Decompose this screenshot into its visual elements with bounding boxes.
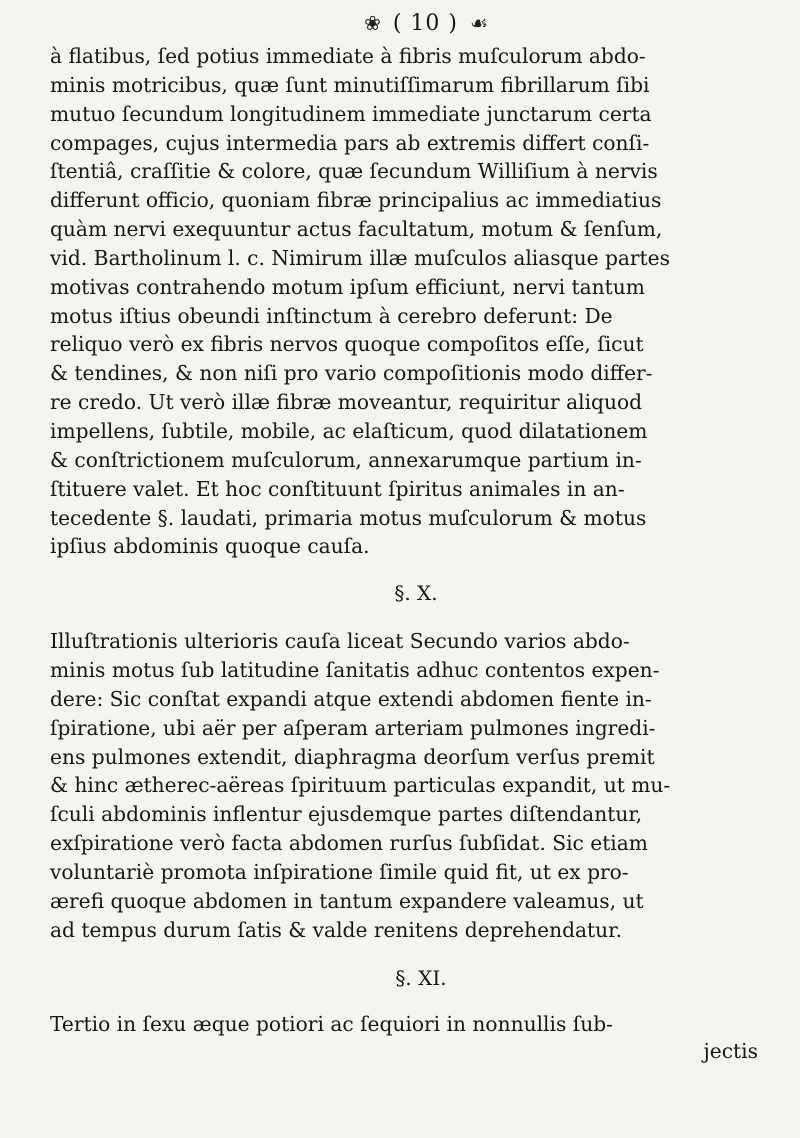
catchword: jectis <box>703 1039 758 1064</box>
paragraph-3: Tertio in ſexu æque potiori ac ſequiori in nonnullis ſub- <box>50 1012 613 1037</box>
page-number: ( 10 ) <box>392 10 458 36</box>
paragraph-1: à flatibus, ſed potius immediate à fibris muſculorum abdo- minis motricibus, quæ ſunt minutiſſimarum fibrillarum ſibi mutuo ſecundum longitudinem immediate junctarum certa compages, cujus intermedia pars ab extremis differt conſi- ſtentiâ, craſſitie & colore, quæ ſecundum Williſium à nervis differunt officio, quoniam fibræ principalius ac immediatius quàm nervi exequuntur actus facultatum, motum & ſenſum, vid. Bartholinum l. c. Nimirum illæ muſculos aliasque partes motivas contrahendo motum ipſum efficiunt, nervi tantum motus iſtius obeundi inſtinctum à cerebro deferunt: De reliquo verò ex fibris nervos quoque compoſitos eſſe, ſicut & tendines, & non niſi pro vario compoſitionis modo differ- re credo. Ut verò illæ fibræ moveantur, requiritur aliquod impellens, ſubtile, mobile, ac elaſticum, quod dilatationem & conſtrictionem muſculorum, annexarumque partium in- ſtituere valet. Et hoc conſtituunt ſpiritus animales in an- tecedente §. laudati, primaria motus muſculorum & motus ipſius abdominis quoque cauſa. <box>50 44 670 559</box>
section-heading-xi: §. XI. <box>395 966 447 991</box>
ornament-left-icon: ❀ <box>364 11 381 35</box>
page-header <box>90 6 762 40</box>
ornament-right-icon: ☙ <box>469 11 488 35</box>
paragraph-2: Illuſtrationis ulterioris cauſa liceat Secundo varios abdo- minis motus ſub latitudine ſanitatis adhuc contentos expen- dere: Sic conſtat expandi atque extendi abdomen fiente in- ſpiratione, ubi aër per aſperam arteriam pulmones ingredi- ens pulmones extendit, diaphragma deorſum verſus premit & hinc ætherec-aëreas ſpirituum particulas expandit, ut mu- ſculi abdominis inflentur ejusdemque partes diſtendantur, exſpiratione verò facta abdomen rurſus ſubſidat. Sic etiam voluntariè promota inſpiratione ſimile quid fit, ut ex pro- ærefi quoque abdomen in tantum expandere valeamus, ut ad tempus durum ſatis & valde renitens deprehendatur. <box>50 629 671 942</box>
section-heading-x: §. X. <box>394 581 438 606</box>
